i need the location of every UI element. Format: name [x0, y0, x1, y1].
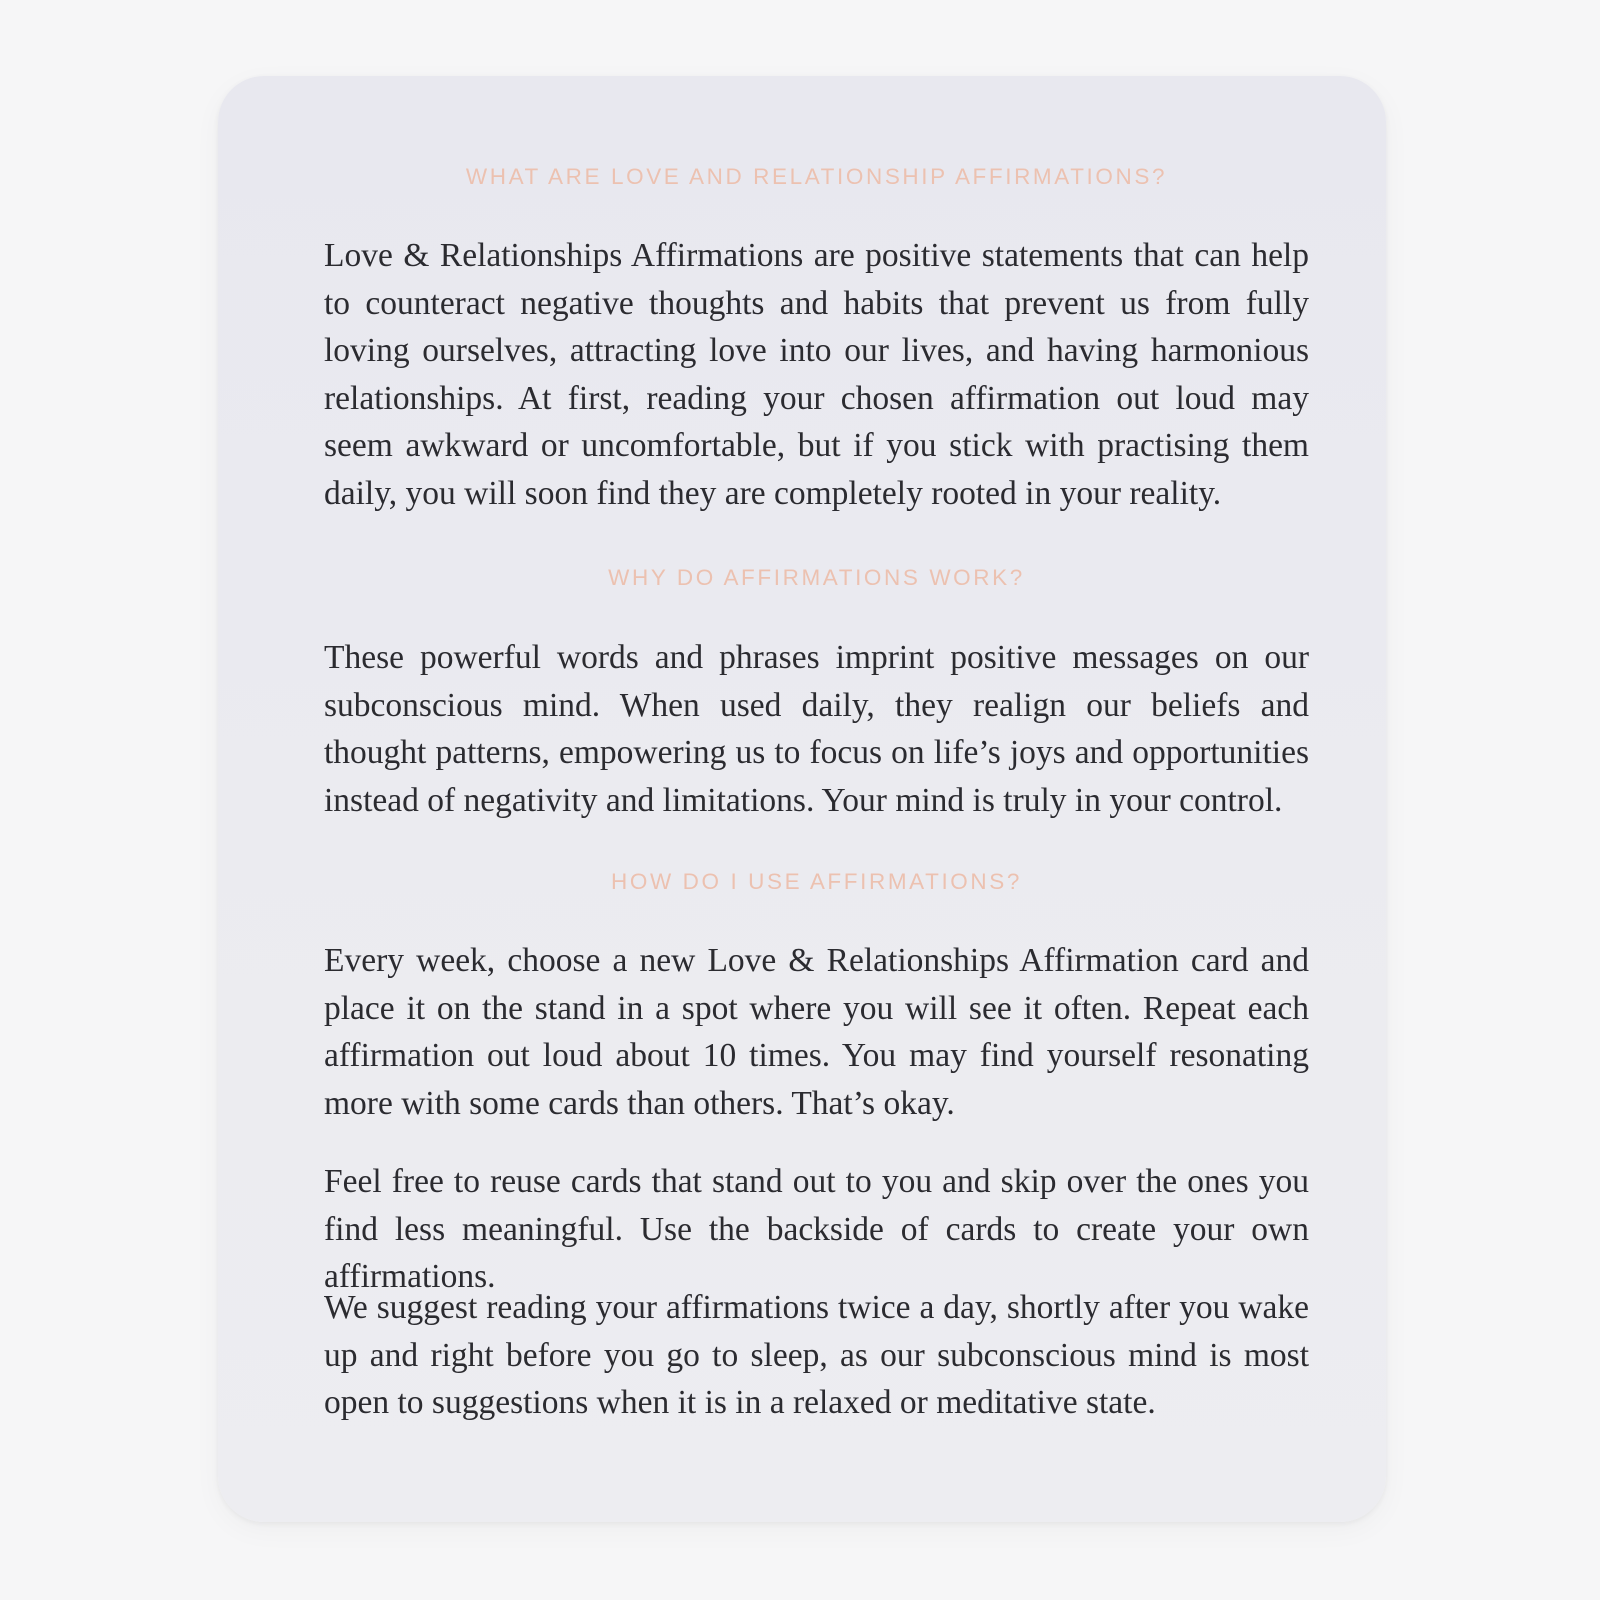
affirmation-instruction-card	[218, 76, 1386, 1522]
section-paragraph-how-use-2: Feel free to reuse cards that stand out to you and skip over the ones you find less meaningful. Use the backside of cards to create your own affirmations.	[324, 1163, 1309, 1295]
section-paragraph-how-use-1: Every week, choose a new Love & Relationships Affirmation card and place it on the stand in a spot where you will see it often. Repeat each affirmation out loud about 10 times. You may find yourself resonating more with some cards than others. That’s okay.	[324, 942, 1309, 1122]
section-heading-why-work: WHY DO AFFIRMATIONS WORK?	[608, 565, 1025, 590]
section-paragraph-why-work: These powerful words and phrases imprint positive messages on our subconscious mind. When used daily, they realign our beliefs and thought patterns, empowering us to focus on life’s joys and opportunities instead of negativity and limitations. Your mind is truly in your control.	[324, 639, 1309, 819]
section-heading-how-use: HOW DO I USE AFFIRMATIONS?	[611, 869, 1022, 894]
section-heading-what-are: WHAT ARE LOVE AND RELATIONSHIP AFFIRMATIONS?	[465, 164, 1168, 189]
section-paragraph-how-use-3: We suggest reading your affirmations twice a day, shortly after you wake up and right before you go to sleep, as our subconscious mind is most open to suggestions when it is in a relaxed or meditative state.	[324, 1289, 1309, 1421]
section-paragraph-what-are: Love & Relationships Affirmations are positive statements that can help to counteract negative thoughts and habits that prevent us from fully loving ourselves, attracting love into our lives, and having harmonious relationships. At first, reading your chosen affirmation out loud may seem awkward or uncomfortable, but if you stick with practising them daily, you will soon find they are completely rooted in your reality.	[324, 237, 1309, 512]
